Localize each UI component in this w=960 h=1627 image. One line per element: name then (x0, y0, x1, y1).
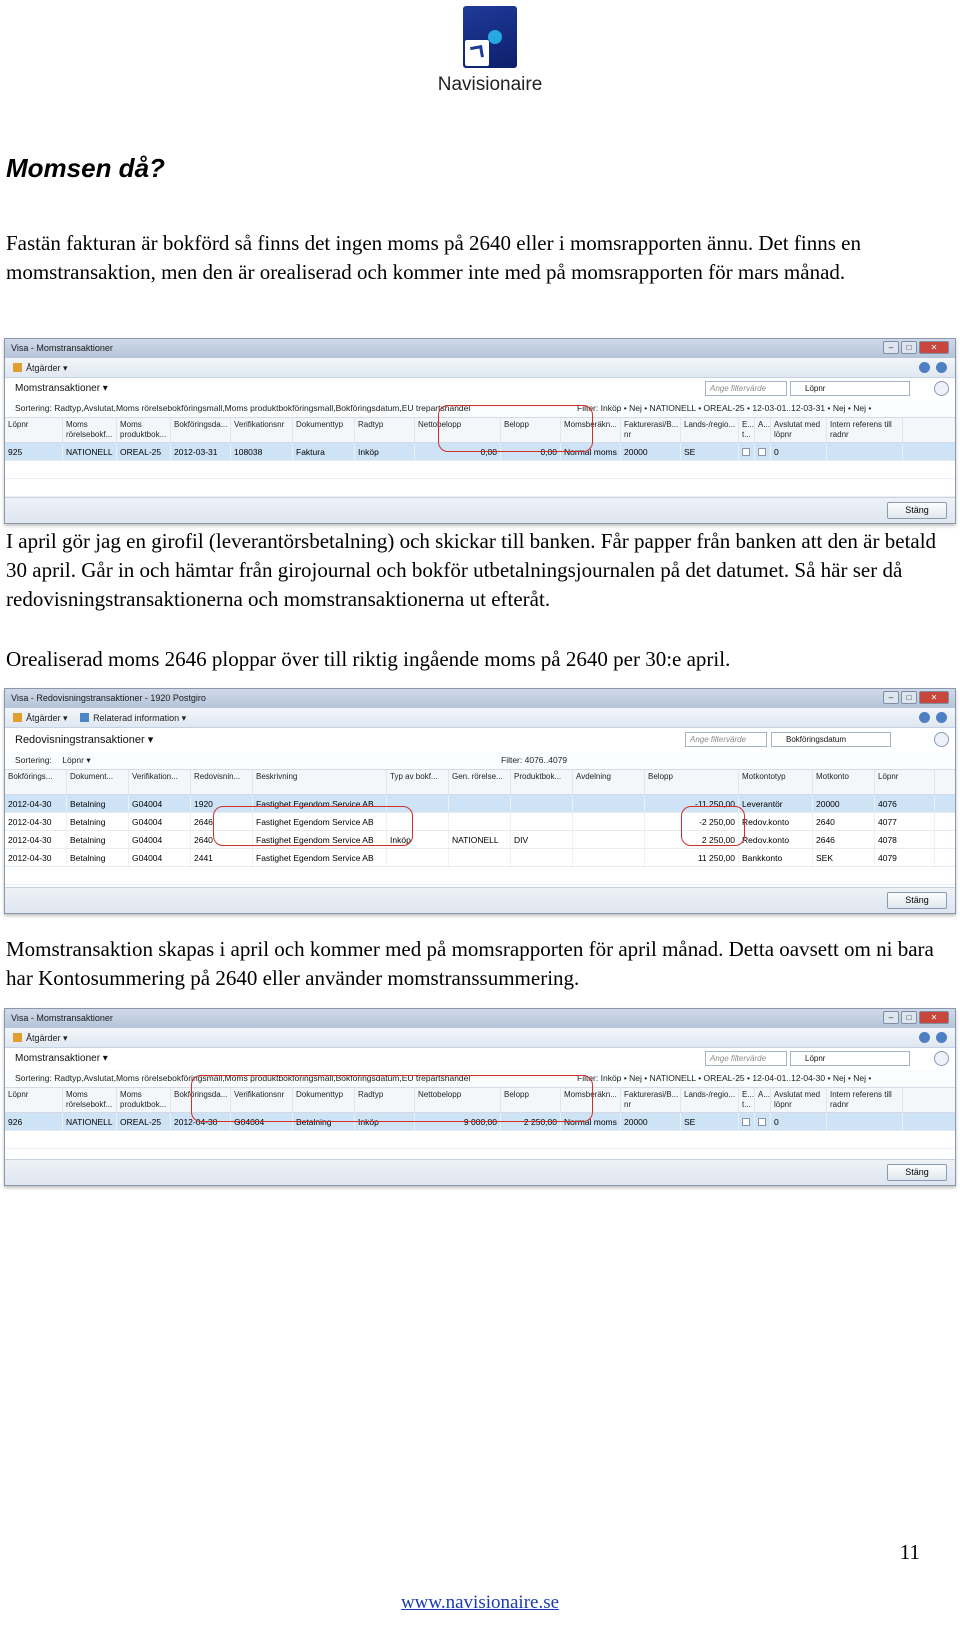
actions-icon (13, 1033, 22, 1042)
window-footer (5, 1159, 955, 1185)
actions-menu[interactable]: Åtgärder (26, 713, 61, 723)
sort-filter-line (5, 1070, 955, 1087)
column-header[interactable]: Avslutat med löpnr (771, 1088, 827, 1112)
table-cell: 4079 (875, 849, 935, 866)
window-titlebar (5, 1009, 955, 1028)
column-header[interactable]: Moms produktbok... (117, 1088, 171, 1112)
paragraph-3: Orealiserad moms 2646 ploppar över till riktig ingående moms på 2640 per 30:e april. (6, 647, 731, 671)
empty-row (5, 1131, 955, 1149)
momstransaktioner-window-march (4, 338, 956, 524)
table-cell: 2012-04-30 (5, 831, 67, 848)
table-cell: 0 (771, 1113, 827, 1130)
column-header[interactable]: Löpnr (5, 1088, 63, 1112)
table-cell: 2012-03-31 (171, 443, 231, 460)
column-header[interactable]: Fakturerasi/B... nr (621, 1088, 681, 1112)
page-title: Redovisningstransaktioner (15, 734, 145, 746)
column-header[interactable]: E... t... (739, 1088, 755, 1112)
table-cell: Betalning (67, 849, 129, 866)
table-cell: 2 250,00 (501, 1113, 561, 1130)
table-row[interactable] (5, 849, 955, 867)
actions-icon (13, 713, 22, 722)
filter-input[interactable]: Ange filtervärde (705, 1051, 787, 1066)
maximize-button[interactable]: □ (901, 691, 917, 704)
checkbox[interactable] (742, 448, 750, 456)
table-cell: G04004 (129, 831, 191, 848)
column-header[interactable]: Intern referens till radnr (827, 1088, 903, 1112)
column-header[interactable]: A... (755, 418, 771, 442)
close-window-button[interactable]: ✕ (919, 1011, 949, 1024)
table-cell: 925 (5, 443, 63, 460)
sort-filter-line (5, 400, 955, 417)
close-button[interactable]: Stäng (887, 502, 947, 519)
sort-value[interactable]: Löpnr (62, 755, 84, 765)
table-cell (511, 849, 573, 866)
column-header[interactable]: Fakturerasi/B... nr (621, 418, 681, 442)
table-cell (573, 849, 645, 866)
redovisningstransaktioner-window (4, 688, 956, 914)
column-header[interactable]: Löpnr (5, 418, 63, 442)
column-header[interactable]: Nettobelopp (415, 1088, 501, 1112)
column-header[interactable]: Verifikation... (129, 770, 191, 794)
table-cell: 0 (771, 443, 827, 460)
navisionaire-logo (420, 6, 560, 96)
window-title: Visa - Momstransaktioner (11, 1013, 113, 1023)
table-cell: 11 250,00 (645, 849, 739, 866)
table-cell: 2012-04-30 (171, 1113, 231, 1130)
column-header[interactable]: Moms rörelsebokf... (63, 418, 117, 442)
table-cell: SE (681, 443, 739, 460)
maximize-button[interactable]: □ (901, 1011, 917, 1024)
actions-icon (13, 363, 22, 372)
related-info-icon (80, 713, 89, 722)
checkbox[interactable] (758, 448, 766, 456)
help-icon[interactable] (936, 712, 947, 723)
minimize-button[interactable]: – (883, 341, 899, 354)
table-cell: 2012-04-30 (5, 813, 67, 830)
table-cell: NATIONELL (63, 1113, 117, 1130)
data-grid (5, 1087, 955, 1149)
column-header[interactable]: A... (755, 1088, 771, 1112)
table-cell (511, 813, 573, 830)
window-footer (5, 497, 955, 523)
data-grid (5, 417, 955, 497)
filter-text: Filter: 4076..4079 (501, 755, 568, 765)
actions-menu[interactable]: Åtgärder (26, 1033, 61, 1043)
table-cell: -2 250,00 (645, 813, 739, 830)
sort-field-select[interactable]: Bokföringsdatum (771, 732, 891, 747)
table-cell: Inköp (355, 1113, 415, 1130)
help-icon[interactable] (936, 1032, 947, 1043)
table-cell: 9 000,00 (415, 1113, 501, 1130)
table-cell (827, 443, 903, 460)
grid-icon[interactable] (919, 362, 930, 373)
grid-header-row (5, 418, 955, 443)
column-header[interactable]: Motkonto (813, 770, 875, 794)
column-header[interactable]: Dokumenttyp (293, 418, 355, 442)
table-cell: G04004 (231, 1113, 293, 1130)
close-window-button[interactable]: ✕ (919, 341, 949, 354)
table-cell (755, 1113, 771, 1130)
table-cell: Inköp (355, 443, 415, 460)
table-cell (387, 813, 449, 830)
empty-row (5, 479, 955, 497)
table-cell: SEK (813, 849, 875, 866)
column-header[interactable]: Belopp (645, 770, 739, 794)
table-cell: G04004 (129, 849, 191, 866)
table-cell: SE (681, 1113, 739, 1130)
page-title: Momstransaktioner (15, 1053, 101, 1064)
column-header[interactable]: Belopp (501, 1088, 561, 1112)
table-cell: 2646 (191, 813, 253, 830)
table-cell: 20000 (621, 1113, 681, 1130)
table-cell (755, 443, 771, 460)
sort-field-select[interactable]: Löpnr (790, 381, 910, 396)
table-cell: Normal moms (561, 443, 621, 460)
sort-field-select[interactable]: Löpnr (790, 1051, 910, 1066)
table-cell: 2441 (191, 849, 253, 866)
table-cell: 20000 (621, 443, 681, 460)
column-header[interactable]: Motkontotyp (739, 770, 813, 794)
page-title: Momstransaktioner (15, 383, 101, 394)
column-header[interactable]: Redovisnin... (191, 770, 253, 794)
column-header[interactable]: Nettobelopp (415, 418, 501, 442)
column-header[interactable]: Verifikationsnr (231, 1088, 293, 1112)
table-cell: 2012-04-30 (5, 849, 67, 866)
close-button[interactable]: Stäng (887, 1164, 947, 1181)
column-header[interactable]: Moms produktbok... (117, 418, 171, 442)
column-header[interactable]: Lands-/regio... (681, 1088, 739, 1112)
window-title: Visa - Redovisningstransaktioner - 1920 Postgiro (11, 693, 206, 703)
table-cell: Normal moms (561, 1113, 621, 1130)
table-cell: 2012-04-30 (5, 795, 67, 812)
table-cell (739, 1113, 755, 1130)
paragraph-4: Momstransaktion skapas i april och kommer med på momsrapporten för april månad. Detta oavsett om ni bara har Kontosummering på 2640 eller använder momstranssummering. (6, 937, 934, 990)
page-heading: Momsen då? (6, 153, 165, 183)
column-header[interactable]: Gen. rörelse... (449, 770, 511, 794)
table-cell (449, 849, 511, 866)
action-bar: Åtgärder ▾ (5, 358, 955, 378)
table-cell (573, 831, 645, 848)
related-info-menu[interactable]: Relaterad information (93, 713, 180, 723)
empty-row (5, 867, 955, 885)
column-header[interactable]: Belopp (501, 418, 561, 442)
filter-text: Filter: Inköp • Nej • NATIONELL • OREAL-25 • 12-03-01..12-03-31 • Nej • Nej • (577, 403, 872, 413)
table-cell: Leverantör (739, 795, 813, 812)
table-cell: Betalning (67, 795, 129, 812)
empty-row (5, 461, 955, 479)
table-row[interactable] (5, 443, 955, 461)
page-header: Momstransaktioner ▾ Ange filtervärde Löpnr (5, 378, 955, 400)
column-header[interactable]: Produktbok... (511, 770, 573, 794)
page-header: Momstransaktioner ▾ Ange filtervärde Löpnr (5, 1048, 955, 1070)
table-cell: G04004 (129, 795, 191, 812)
column-header[interactable]: Bokförings... (5, 770, 67, 794)
table-cell (739, 443, 755, 460)
column-header[interactable]: Intern referens till radnr (827, 418, 903, 442)
table-cell: Fastighet Egendom Service AB (253, 795, 387, 812)
table-cell: Redov.konto (739, 831, 813, 848)
sort-text: Sortering: Radtyp,Avslutat,Moms rörelsebokföringsmall,Moms produktbokföringsmall,Bokföringsdatum,EU trepartshandel (15, 403, 471, 413)
table-cell (449, 795, 511, 812)
checkbox[interactable] (758, 1118, 766, 1126)
table-cell (387, 849, 449, 866)
collapse-icon[interactable] (934, 381, 949, 396)
table-cell (387, 795, 449, 812)
table-cell: 0,00 (501, 443, 561, 460)
window-titlebar (5, 689, 955, 708)
table-cell: G04004 (129, 813, 191, 830)
table-cell: Faktura (293, 443, 355, 460)
maximize-button[interactable]: □ (901, 341, 917, 354)
table-cell: 4077 (875, 813, 935, 830)
table-cell: NATIONELL (63, 443, 117, 460)
table-cell: 926 (5, 1113, 63, 1130)
paragraph-2: I april gör jag en girofil (leverantörsbetalning) och skickar till banken. Får papper från banken att den är betald 30 april. Går in och hämtar från girojournal och bokför utbetalningsjournalen på det datumet. Så här ser då redovisningstransaktionerna och momstransaktionerna ut efteråt. (6, 529, 937, 611)
table-cell: NATIONELL (449, 831, 511, 848)
grid-icon[interactable] (919, 1032, 930, 1043)
page-number: 11 (899, 1540, 920, 1564)
column-header[interactable]: Dokument... (67, 770, 129, 794)
table-cell: Inköp (387, 831, 449, 848)
table-cell: Fastighet Egendom Service AB (253, 813, 387, 830)
column-header[interactable]: Momsberäkn... (561, 1088, 621, 1112)
sort-text: Sortering: Radtyp,Avslutat,Moms rörelsebokföringsmall,Moms produktbokföringsmall,Bokföringsdatum,EU trepartshandel (15, 1073, 471, 1083)
column-header[interactable]: Lands-/regio... (681, 418, 739, 442)
table-cell: -11 250,00 (645, 795, 739, 812)
page-header: Redovisningstransaktioner ▾ Ange filtervärde Bokföringsdatum (5, 728, 955, 752)
table-cell: 2 250,00 (645, 831, 739, 848)
table-cell: Redov.konto (739, 813, 813, 830)
minimize-button[interactable]: – (883, 1011, 899, 1024)
collapse-icon[interactable] (934, 732, 949, 747)
column-header[interactable]: E... t... (739, 418, 755, 442)
table-cell (449, 813, 511, 830)
table-row[interactable] (5, 831, 955, 849)
column-header[interactable]: Bokföringsda... (171, 1088, 231, 1112)
filter-input[interactable]: Ange filtervärde (705, 381, 787, 396)
minimize-button[interactable]: – (883, 691, 899, 704)
action-bar: Åtgärder ▾ Relaterad information ▾ (5, 708, 955, 728)
checkbox[interactable] (742, 1118, 750, 1126)
data-grid (5, 769, 955, 885)
paragraph-1: Fastän fakturan är bokförd så finns det ingen moms på 2640 eller i momsrapporten ännu. Det finns en momstransaktion, men den är orealiserad och kommer inte med på momsrapporten för mars månad. (6, 231, 861, 284)
column-header[interactable]: Löpnr (875, 770, 935, 794)
table-cell: Betalning (67, 831, 129, 848)
footer-link[interactable]: www.navisionaire.se (400, 1592, 560, 1613)
table-cell: 108038 (231, 443, 293, 460)
table-row[interactable] (5, 813, 955, 831)
table-cell: Betalning (67, 813, 129, 830)
action-bar: Åtgärder ▾ (5, 1028, 955, 1048)
close-button[interactable]: Stäng (887, 892, 947, 909)
table-cell: 2640 (191, 831, 253, 848)
table-cell: 4076 (875, 795, 935, 812)
table-cell: DIV (511, 831, 573, 848)
window-footer (5, 887, 955, 913)
column-header[interactable]: Radtyp (355, 418, 415, 442)
help-icon[interactable] (936, 362, 947, 373)
table-cell: 4078 (875, 831, 935, 848)
table-cell: OREAL-25 (117, 443, 171, 460)
table-row[interactable] (5, 1113, 955, 1131)
table-cell: 2646 (813, 831, 875, 848)
table-cell: 1920 (191, 795, 253, 812)
window-title: Visa - Momstransaktioner (11, 343, 113, 353)
window-titlebar (5, 339, 955, 358)
actions-menu[interactable]: Åtgärder (26, 363, 61, 373)
filter-input[interactable]: Ange filtervärde (685, 732, 767, 747)
column-header[interactable]: Typ av bokf... (387, 770, 449, 794)
table-cell: 0,00 (415, 443, 501, 460)
table-cell: 20000 (813, 795, 875, 812)
collapse-icon[interactable] (934, 1051, 949, 1066)
momstransaktioner-window-april (4, 1008, 956, 1186)
grid-icon[interactable] (919, 712, 930, 723)
grid-header-row (5, 1088, 955, 1113)
table-cell: Fastighet Egendom Service AB (253, 831, 387, 848)
table-row[interactable] (5, 795, 955, 813)
table-cell: Fastighet Egendom Service AB (253, 849, 387, 866)
table-cell (573, 795, 645, 812)
table-cell: Betalning (293, 1113, 355, 1130)
table-cell (573, 813, 645, 830)
logo-text: Navisionaire (437, 74, 543, 95)
column-header[interactable]: Avslutat med löpnr (771, 418, 827, 442)
close-window-button[interactable]: ✕ (919, 691, 949, 704)
column-header[interactable]: Momsberäkn... (561, 418, 621, 442)
column-header[interactable]: Bokföringsda... (171, 418, 231, 442)
table-cell: OREAL-25 (117, 1113, 171, 1130)
grid-header-row (5, 770, 955, 795)
table-cell: 2640 (813, 813, 875, 830)
column-header[interactable]: Avdelning (573, 770, 645, 794)
column-header[interactable]: Radtyp (355, 1088, 415, 1112)
sort-filter-line: Sortering: Löpnr ▾ Filter: 4076..4079 (5, 752, 955, 769)
column-header[interactable]: Beskrivning (253, 770, 387, 794)
sort-label: Sortering: (15, 755, 52, 765)
column-header[interactable]: Dokumenttyp (293, 1088, 355, 1112)
table-cell (511, 795, 573, 812)
column-header[interactable]: Moms rörelsebokf... (63, 1088, 117, 1112)
logo-mark-icon (463, 6, 517, 68)
table-cell (827, 1113, 903, 1130)
column-header[interactable]: Verifikationsnr (231, 418, 293, 442)
filter-text: Filter: Inköp • Nej • NATIONELL • OREAL-25 • 12-04-01..12-04-30 • Nej • Nej • (577, 1073, 872, 1083)
table-cell: Bankkonto (739, 849, 813, 866)
